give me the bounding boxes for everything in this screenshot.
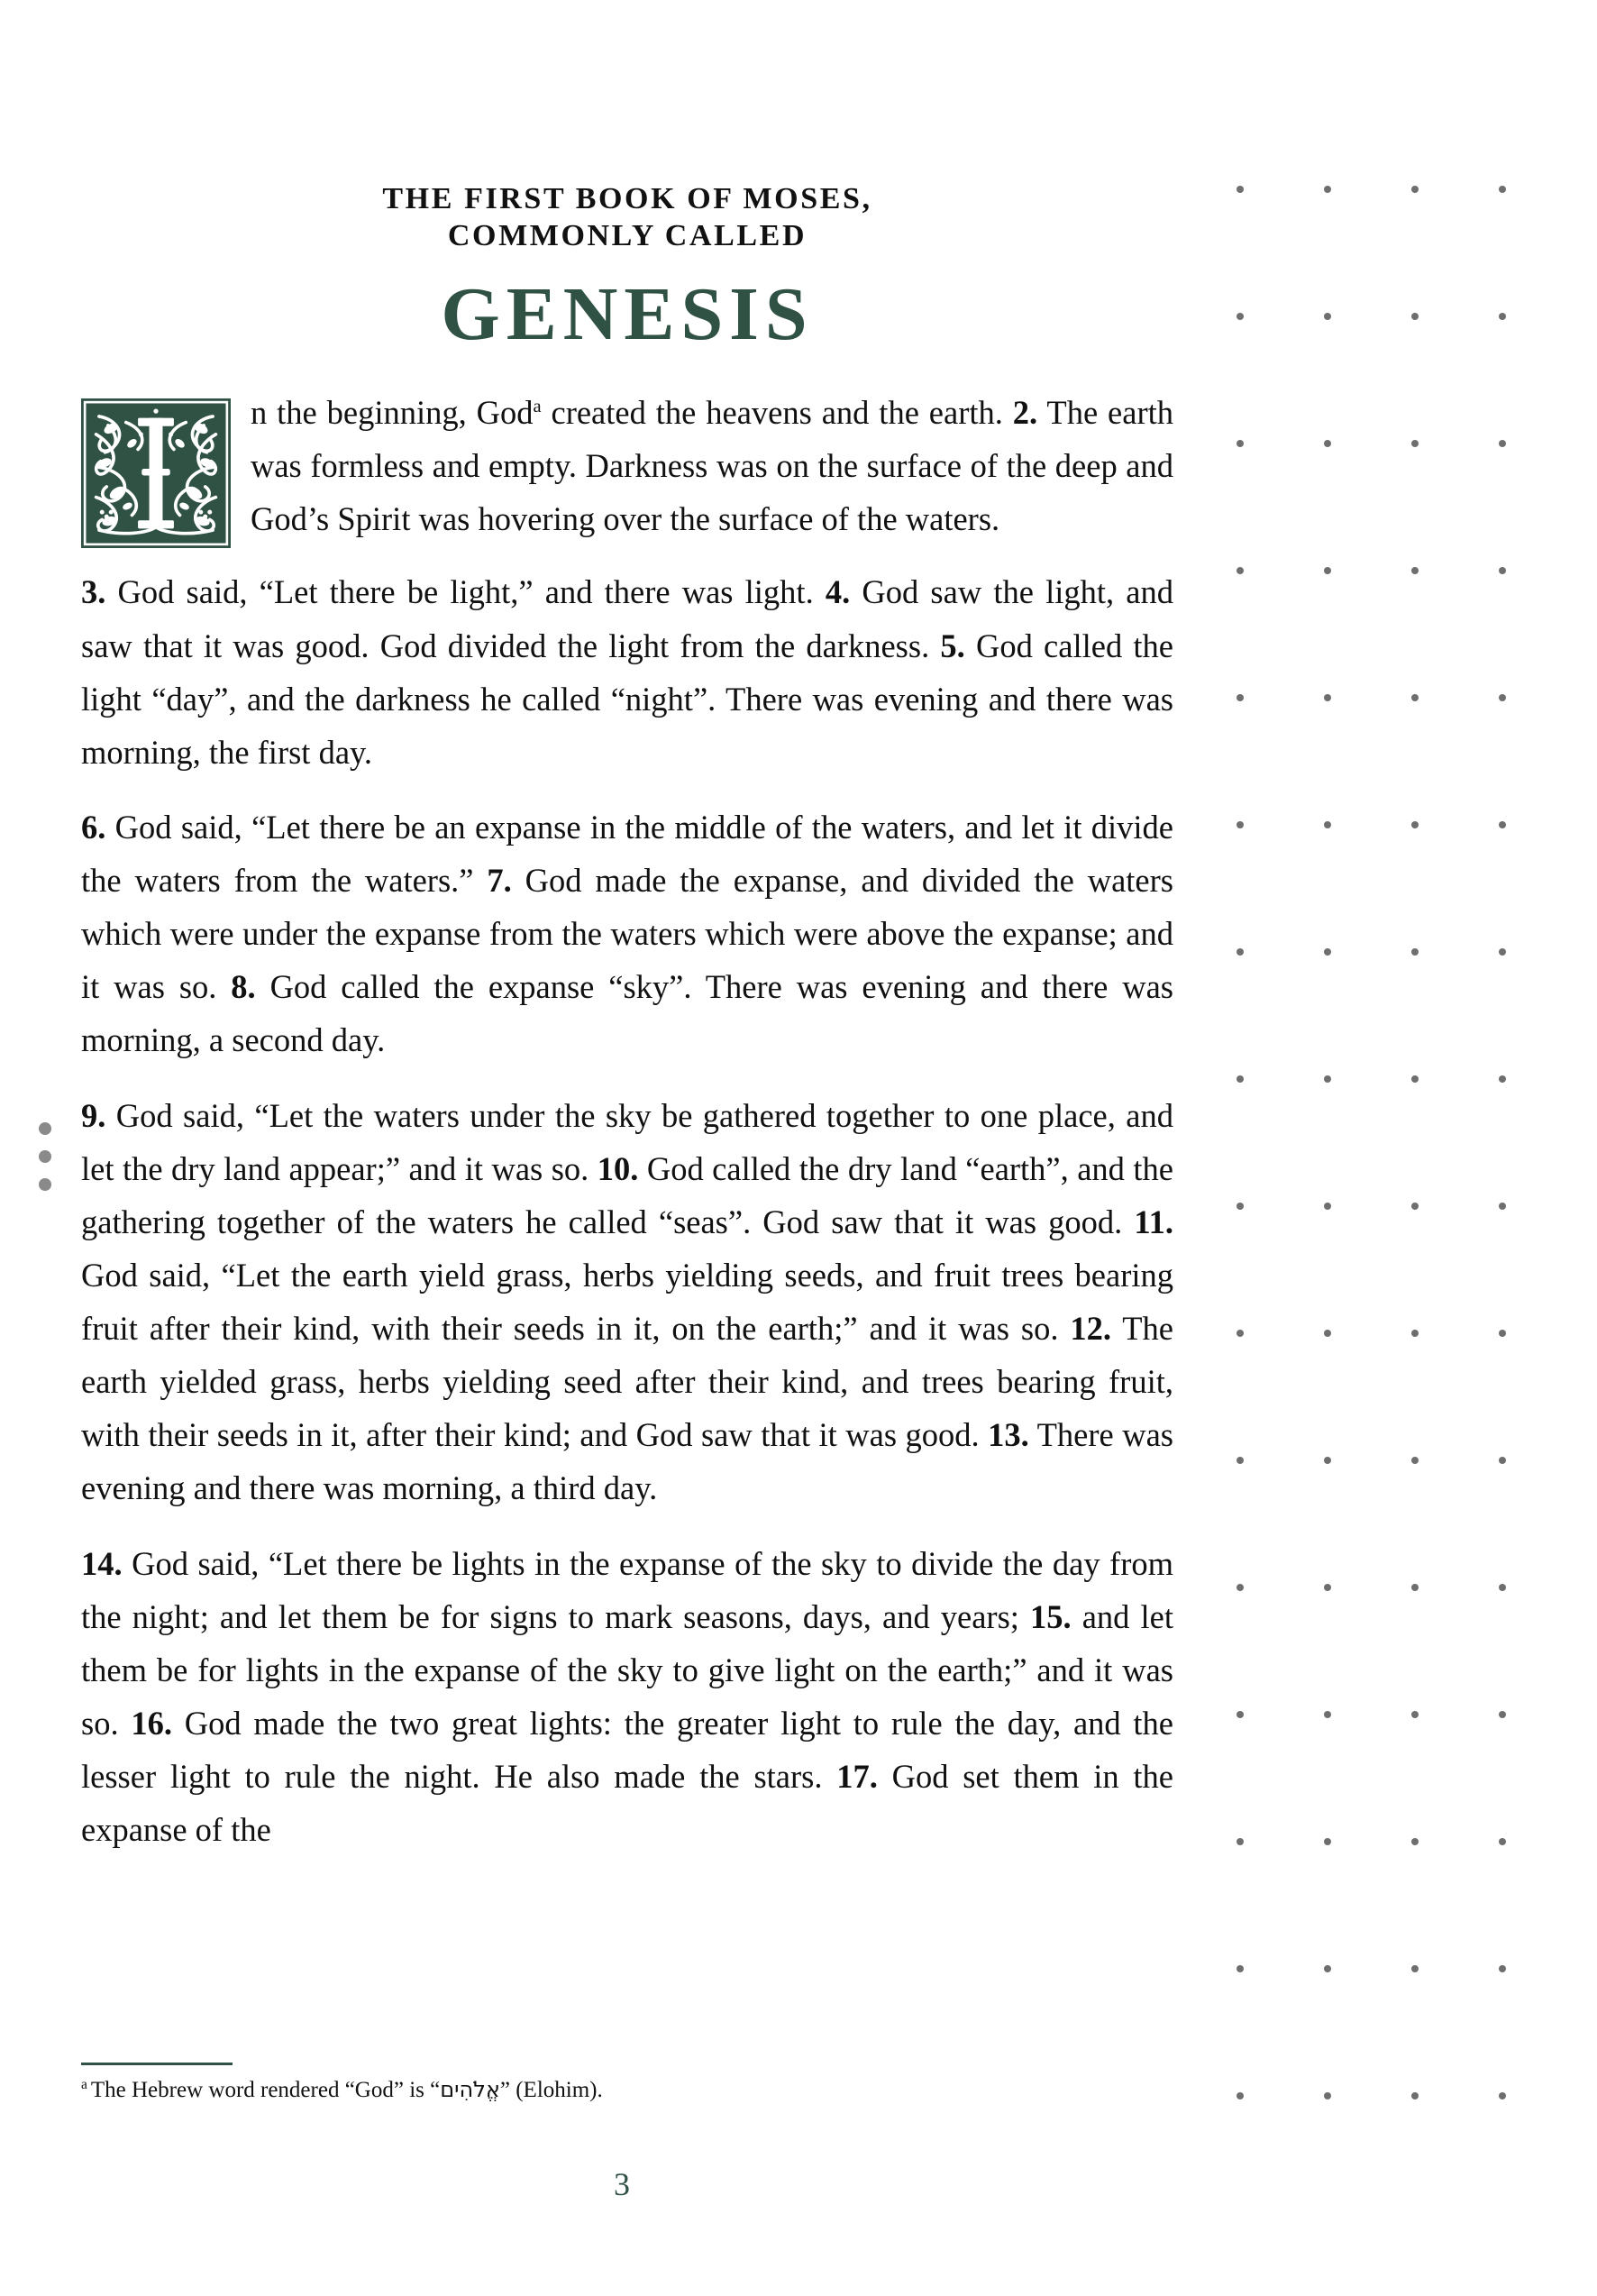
handle-dot — [39, 1150, 51, 1163]
grid-dot — [1411, 694, 1419, 701]
hebrew-word-elohim: אֱלֹהִים — [440, 2077, 500, 2102]
verse-number: 3. — [81, 573, 106, 611]
grid-dot — [1411, 440, 1419, 447]
grid-dot — [1324, 186, 1331, 193]
verse-text: God made the expanse, and divided the waters which were under the expanse from the waters which were above the expanse; and it was so. — [81, 862, 1173, 1006]
verse-number: 17. — [836, 1758, 878, 1796]
verse-paragraph — [81, 1537, 1173, 1857]
grid-dot — [1499, 1075, 1506, 1083]
grid-dot — [1499, 1457, 1506, 1464]
verse-text: God called the dry land “earth”, and the gathering together of the waters he called “seas”. God saw that it was good. — [81, 1149, 1173, 1240]
verse-number: 10. — [597, 1149, 639, 1187]
grid-dot — [1324, 1838, 1331, 1845]
grid-dot — [1411, 1584, 1419, 1591]
page-number: 3 — [614, 2166, 630, 2202]
grid-dot — [1237, 821, 1244, 828]
verse-number: 6. — [81, 808, 106, 846]
verse-text: God said, “Let there be an expanse in the middle of the waters, and let it divide the waters from the waters.” — [81, 808, 1173, 900]
grid-dot — [1237, 1457, 1244, 1464]
grid-dot — [1237, 1711, 1244, 1718]
verse-text: God said, “Let the earth yield grass, herbs yielding seeds, and fruit trees bearing fruit after their kind, with their seeds in it, on the earth;” and it was so. — [81, 1256, 1173, 1348]
margin-dot-grid — [1237, 186, 1525, 2169]
verse-number: 2. — [1012, 394, 1038, 432]
footnote-marker: a — [81, 2076, 87, 2092]
grid-dot — [1411, 1330, 1419, 1337]
grid-dot — [1499, 186, 1506, 193]
grid-dot — [1237, 1203, 1244, 1210]
grid-dot — [1237, 313, 1244, 320]
verse-body — [81, 386, 1173, 1856]
grid-dot — [1499, 313, 1506, 320]
grid-dot — [1411, 1075, 1419, 1083]
verse-text: God said, “Let there be lights in the expanse of the sky to divide the day from the night; and let them be for signs to mark seasons, days, and years; — [81, 1544, 1173, 1635]
grid-dot — [1411, 1838, 1419, 1845]
illuminated-initial-svg — [81, 398, 231, 548]
verse-text: God made the two great lights: the greater light to rule the day, and the lesser light to rule the night. He also made the stars. — [81, 1704, 1173, 1796]
verse-text: and let them be for lights in the expanse of the sky to give light on the earth;” and it was so. — [81, 1597, 1173, 1742]
verse-text: God called the light “day”, and the darkness he called “night”. There was evening and there was morning, the first day. — [81, 627, 1173, 771]
grid-dot — [1499, 1330, 1506, 1337]
heading-line-2: COMMONLY CALLED — [447, 219, 808, 253]
page-title: GENESIS — [441, 271, 814, 356]
grid-dot — [1411, 1711, 1419, 1718]
grid-dot — [1499, 1584, 1506, 1591]
verse-text: God said, “Let there be light,” and there was light. — [105, 573, 826, 611]
grid-dot — [1324, 2092, 1331, 2099]
verse-number: 8. — [231, 968, 256, 1006]
verse-number: 5. — [940, 627, 965, 664]
footnote-text-after: ” (Elohim). — [499, 2078, 603, 2102]
grid-dot — [1411, 948, 1419, 956]
verse-number: 7. — [487, 862, 512, 900]
footnote-reference[interactable]: a — [533, 396, 542, 416]
verse-number: 9. — [81, 1096, 106, 1134]
grid-dot — [1237, 1584, 1244, 1591]
grid-dot — [1324, 1457, 1331, 1464]
grid-dot — [1237, 1330, 1244, 1337]
verse-text: God said, “Let the waters under the sky be gathered together to one place, and let the dry land appear;” and it was so. — [81, 1096, 1173, 1187]
grid-dot — [1324, 1075, 1331, 1083]
grid-dot — [1411, 1457, 1419, 1464]
grid-dot — [1411, 186, 1419, 193]
grid-dot — [1499, 567, 1506, 574]
verse-text: The earth was formless and empty. Darkness was on the surface of the deep and God’s Spirit was hovering over the surface of the waters. — [251, 394, 1173, 538]
grid-dot — [1411, 1203, 1419, 1210]
grid-dot — [1499, 1711, 1506, 1718]
grid-dot — [1499, 948, 1506, 956]
verse-text: God saw the light, and saw that it was good. God divided the light from the darkness. — [81, 573, 1173, 664]
grid-dot — [1324, 1584, 1331, 1591]
text-column — [81, 0, 1173, 2296]
grid-dot — [1237, 186, 1244, 193]
grid-dot — [1237, 948, 1244, 956]
grid-dot — [1499, 1838, 1506, 1845]
grid-dot — [1324, 948, 1331, 956]
grid-dot — [1324, 567, 1331, 574]
footnote-text — [81, 2075, 1173, 2106]
grid-dot — [1324, 694, 1331, 701]
grid-dot — [1237, 694, 1244, 701]
verse-paragraph — [81, 1089, 1173, 1515]
grid-dot — [1237, 440, 1244, 447]
grid-dot — [1499, 2092, 1506, 2099]
grid-dot — [1411, 567, 1419, 574]
verse-text: The earth yielded grass, herbs yielding seed after their kind, and trees bearing fruit, with their seeds in it, after their kind; and God saw that it was good. — [81, 1310, 1174, 1454]
grid-dot — [1324, 1203, 1331, 1210]
grid-dot — [1411, 821, 1419, 828]
grid-dot — [1499, 821, 1506, 828]
grid-dot — [1237, 567, 1244, 574]
verse-text: God set them in the expanse of the — [81, 1758, 1173, 1849]
grid-dot — [1411, 1965, 1419, 1972]
chapter-heading — [81, 0, 1173, 359]
grid-dot — [1324, 440, 1331, 447]
grid-dot — [1324, 1330, 1331, 1337]
grid-dot — [1499, 440, 1506, 447]
verse-number: 4. — [825, 573, 851, 611]
handle-dot — [39, 1122, 51, 1135]
grid-dot — [1499, 1203, 1506, 1210]
verse-text: There was evening and there was morning, a third day. — [81, 1416, 1173, 1507]
grid-dot — [1411, 2092, 1419, 2099]
vertical-ellipsis-handle[interactable] — [37, 1122, 53, 1191]
grid-dot — [1499, 1965, 1506, 1972]
grid-dot — [1324, 821, 1331, 828]
verse-text: n the beginning, God — [251, 394, 534, 432]
grid-dot — [1237, 1965, 1244, 1972]
grid-dot — [1237, 1838, 1244, 1845]
verse-paragraph — [81, 800, 1173, 1067]
verse-paragraph — [81, 386, 1173, 545]
grid-dot — [1411, 313, 1419, 320]
grid-dot — [1324, 313, 1331, 320]
footnote-block — [81, 2063, 1173, 2106]
verse-text: God called the expanse “sky”. There was evening and there was morning, a second day. — [81, 968, 1173, 1059]
grid-dot — [1324, 1965, 1331, 1972]
verse-text: created the heavens and the earth. — [541, 394, 1013, 432]
heading-line-1: THE FIRST BOOK OF MOSES, — [382, 182, 872, 215]
verse-number: 12. — [1070, 1310, 1112, 1348]
grid-dot — [1237, 2092, 1244, 2099]
footnote-separator — [81, 2063, 233, 2065]
verse-number: 14. — [81, 1544, 123, 1582]
grid-dot — [1324, 1711, 1331, 1718]
verse-number: 16. — [131, 1704, 172, 1742]
verse-number: 13. — [988, 1416, 1029, 1454]
handle-dot — [39, 1178, 51, 1191]
verse-paragraph — [81, 565, 1173, 779]
verse-number: 15. — [1030, 1597, 1072, 1635]
grid-dot — [1237, 1075, 1244, 1083]
footnote-text-before: The Hebrew word rendered “God” is “ — [90, 2078, 441, 2102]
grid-dot — [1499, 694, 1506, 701]
illuminated-dropcap-i — [81, 398, 231, 548]
verse-number: 11. — [1134, 1203, 1173, 1240]
